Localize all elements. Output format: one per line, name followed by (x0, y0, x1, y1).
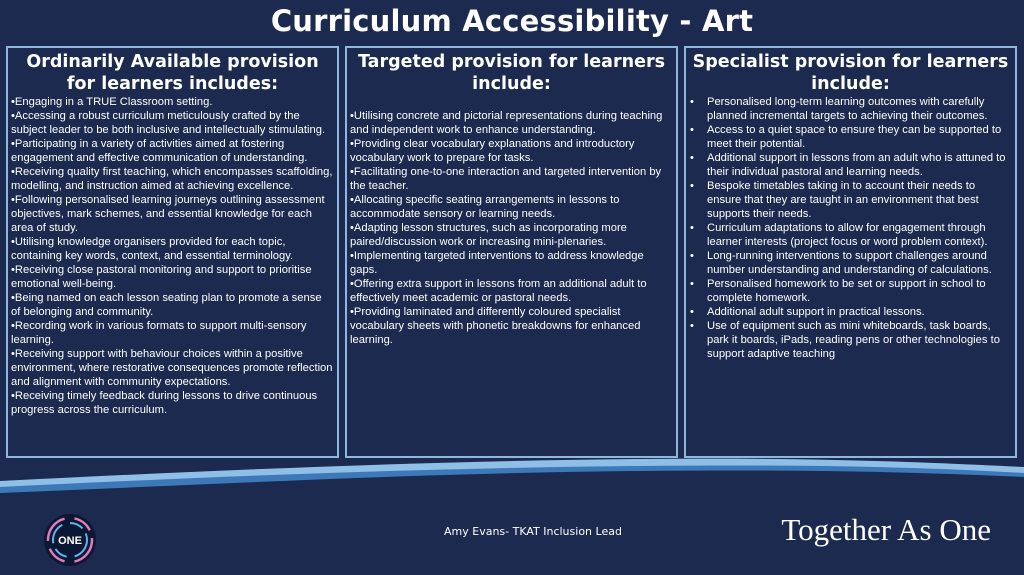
list-item: • Use of equipment such as mini whiteboards, task boards, park it boards, iPads, reading pens or other technologies to support adaptive teaching (690, 320, 1000, 360)
list-item: •Engaging in a TRUE Classroom setting. (11, 96, 213, 108)
list-item: •Utilising knowledge organisers provided for each topic, containing key words, context, and essential terminology. (11, 236, 294, 262)
list-item: • Additional support in lessons from an adult who is attuned to their individual pastoral and learning needs. (690, 152, 1006, 178)
list-item: •Receiving timely feedback during lessons to drive continuous progress across the curriculum. (11, 390, 318, 416)
panel-heading: Targeted provision for learners include: (358, 52, 665, 94)
list-item: •Adapting lesson structures, such as incorporating more paired/discussion work or increasing mini-plenaries. (350, 222, 627, 248)
list-item: •Utilising concrete and pictorial representations during teaching and independent work to enhance understanding. (350, 110, 663, 136)
list-item: •Being named on each lesson seating plan to promote a sense of belonging and community. (11, 292, 322, 318)
list-item: •Providing clear vocabulary explanations and introductory vocabulary work to prepare for tasks. (350, 138, 635, 164)
list-item: • Long-running interventions to support challenges around number understanding and understanding of calculations. (690, 250, 992, 276)
list-item: •Accessing a robust curriculum meticulously crafted by the subject leader to be both inclusive and intellectually stimulating. (11, 110, 326, 136)
bullet-icon: • (690, 278, 694, 290)
list-item: •Providing laminated and differently coloured specialist vocabulary sheets with phonetic breakdowns for enhanced learning. (350, 306, 641, 346)
footer-credit: Amy Evans- TKAT Inclusion Lead (444, 525, 622, 538)
list-item: •Recording work in various formats to support multi-sensory learning. (11, 320, 307, 346)
list-item: • Curriculum adaptations to allow for engagement through learner interests (project focus or word problem context). (690, 222, 988, 248)
bullet-icon: • (690, 180, 694, 192)
panel-heading: Ordinarily Available provision for learners includes: (26, 52, 319, 94)
provision-list (347, 109, 676, 347)
page-title: Curriculum Accessibility - Art (270, 4, 754, 38)
bullet-icon: • (690, 124, 694, 136)
list-item: •Allocating specific seating arrangements in lessons to accommodate sensory or learning needs. (350, 194, 620, 220)
provision-list (686, 95, 1015, 361)
list-item: •Offering extra support in lessons from an additional adult to effectively meet academic or pastoral needs. (350, 278, 647, 304)
ordinarily-available-panel (6, 46, 339, 458)
bullet-icon: • (690, 250, 694, 262)
panel-heading: Specialist provision for learners include: (692, 52, 1009, 94)
list-item: •Facilitating one-to-one interaction and targeted intervention by the teacher. (350, 166, 662, 192)
list-item: •Receiving quality first teaching, which encompasses scaffolding, modelling, and instruction aimed at achieving excellence. (11, 166, 333, 192)
list-item: •Implementing targeted interventions to address knowledge gaps. (350, 250, 644, 276)
list-item: •Receiving support with behaviour choices within a positive environment, where restorative consequences promote reflection and alignment with community expectations. (11, 348, 333, 388)
one-logo-icon (42, 512, 98, 568)
logo-text: ONE (58, 535, 82, 547)
decorative-wave (0, 455, 1024, 495)
bullet-icon: • (690, 222, 694, 234)
list-item: •Receiving close pastoral monitoring and support to prioritise emotional well-being. (11, 264, 312, 290)
motto-text: Together As One (781, 512, 991, 547)
provision-list (8, 95, 337, 417)
bullet-icon: • (690, 152, 694, 164)
list-item: • Bespoke timetables taking in to account their needs to ensure that they are taught in an environment that best supports their needs. (690, 180, 979, 220)
list-item: •Following personalised learning journeys outlining assessment objectives, mark schemes, and essential knowledge for each area of study. (11, 194, 325, 234)
list-item: •Participating in a variety of activities aimed at fostering engagement and effective communication of understanding. (11, 138, 308, 164)
list-item: • Access to a quiet space to ensure they can be supported to meet their potential. (690, 124, 1002, 150)
list-item: • Personalised long-term learning outcomes with carefully planned incremental targets to achieving their outcomes. (690, 96, 988, 122)
targeted-provision-panel (345, 46, 678, 458)
bullet-icon: • (690, 306, 694, 318)
list-item: • Personalised homework to be set or support in school to complete homework. (690, 278, 986, 304)
specialist-provision-panel (684, 46, 1017, 458)
list-item: • Additional adult support in practical lessons. (690, 306, 925, 318)
bullet-icon: • (690, 96, 694, 108)
bullet-icon: • (690, 320, 694, 332)
